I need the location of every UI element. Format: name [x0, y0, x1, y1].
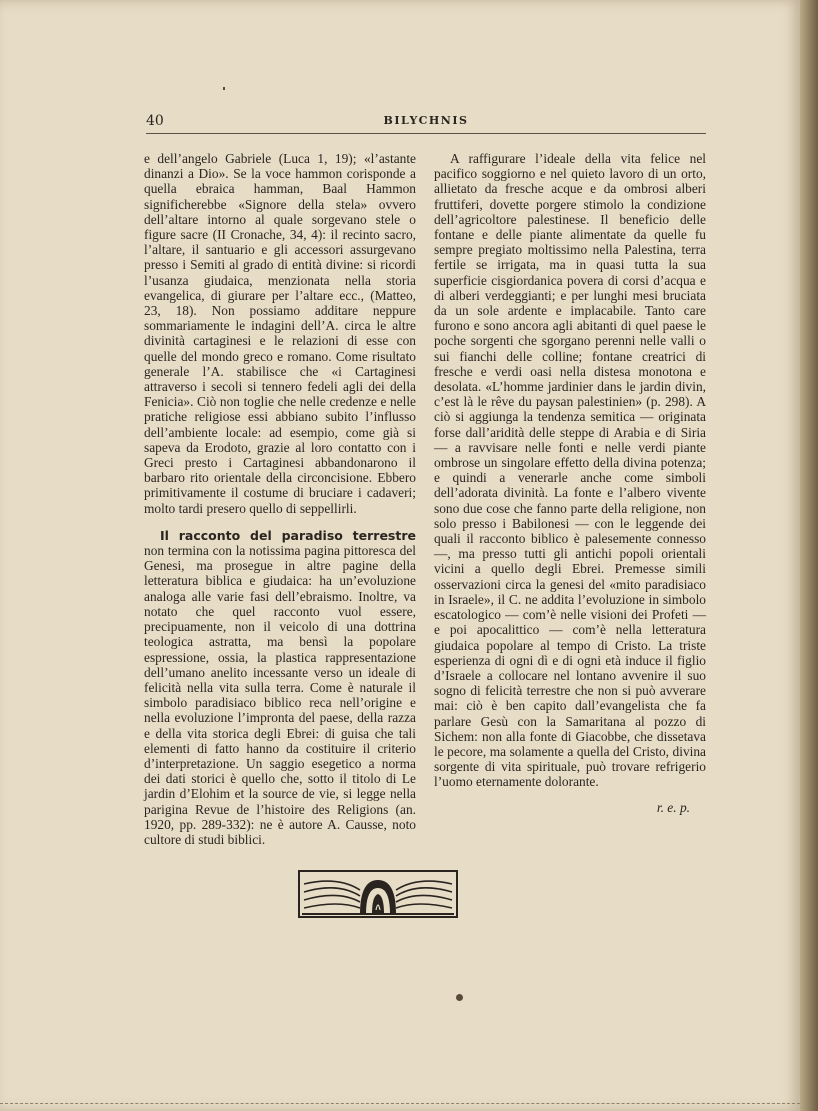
binding-spine	[800, 0, 818, 1111]
fountain-ornament-icon	[298, 870, 458, 918]
left-paragraph-1: e dell’angelo Gabriele (Luca 1, 19); «l’astante dinanzi a Dio». Se la voce hammon corisponde a quella ebraica hamman, Baal Hammon significherebbe «Signore della stela» ovvero dell’altare intorno al quale sorgevano stele o figure sacre (II Cronache, 34, 4): il recinto sacro, l’altare, il santuario e gli accessori assurgevano presso i Semiti al grado di entità divine: si ricordi l’usanza giudaica, menzionata nella storia evangelica, di giurare per l’altare ecc., (Matteo, 23, 18). Non possiamo additare neppure sommariamente le indagini dell’A. circa le altre divinità cartaginesi e le relazioni di esse con quelle del mondo greco e romano. Come risultato generale l’A. stabilisce che «i Cartaginesi attraverso i secoli si tennero fedeli agli dei della Fenicia». Ciò non toglie che nelle credenze e nelle pratiche religiose essi abbiano subito l’influsso dell’ambiente locale: ad esempio, come già si sapeva da Erodoto, grazie al loro contatto con i Greci presto i Cartaginesi abbandonarono il barbaro rito orientale della circoncisione. Ebbero primitivamente il costume di bruciare i cadaveri; molto tardi presero quello di seppellirli.	[144, 151, 416, 516]
page-header	[146, 113, 706, 133]
header-rule	[146, 133, 706, 134]
left-column	[144, 151, 416, 847]
left-paragraph-2	[144, 528, 416, 847]
running-title: BILYCHNIS	[383, 114, 469, 127]
page-number: 40	[146, 113, 164, 129]
author-signature: r. e. p.	[656, 799, 690, 815]
page-bottom-edge	[0, 1103, 800, 1104]
left-paragraph-2-text: non termina con la notissima pagina pittoresca del Genesi, ma prosegue in altre pagine della letteratura biblica e giudaica: ha un’evoluzione analoga alle varie fasi dell’ebraismo. Inoltre, va notato che quel racconto vuol essere, precipuamente, non il veicolo di una dottrina teologica astratta, ma bensì la popolare espressione, ossia, la plastica rappresentazione dell’umano anelito incessante verso un ideale di felicità nella vita sulla terra. Come è naturale il simbolo paradisiaco biblico reca nell’origine e nella evoluzione l’impronta del paese, della razza e della vita storica degli Ebrei: di guisa che tali elementi di fatto hanno da costituire il criterio d’interpretazione. Un saggio esegetico a norma dei dati storici è quello che, sotto il titolo di Le jardin d’Elohim et la source de vie, si legge nella parigina Revue de l’histoire des Religions (an. 1920, pp. 289-332): ne è autore A. Causse, noto cultore di studi biblici.	[144, 543, 416, 847]
ink-blot	[456, 994, 463, 1001]
ink-speck	[223, 87, 225, 90]
section-title: Il racconto del paradiso terrestre	[160, 527, 416, 543]
right-column	[434, 151, 706, 815]
right-paragraph-1: A raffigurare l’ideale della vita felice nel pacifico soggiorno e nel quieto lavoro di un orto, allietato da fresche acque e da ombrosi alberi fruttiferi, dovette porgere stimolo la condizione dell’agricoltore palestinese. Il beneficio delle fontane e delle piante alimentate da quelle fu sempre pregiato moltissimo nella Palestina, terra fertile se irrigata, ma in quasi tutta la sua superficie cisgiordanica povera di corsi d’acqua e di alberi verdeggianti; e per lunghi mesi bruciata da un sole ardente e implacabile. Tanto care furono e sono ancora agli abitanti di quel paese le poche sorgenti che sgorgano perenni nelle valli o sui fianchi delle colline; fontane creatrici di fresche e verdi oasi nella distesa monotona e desolata. «L’homme jardinier dans le jardin divin, c’est là le rêve du paysan palestinien» (p. 298). A ciò si aggiunga la tendenza semitica — originata forse dall’aridità delle steppe di Arabia e di Siria — a ravvisare nelle fonti e nelle verdi piante ombrose un singolare effetto della divina potenza; e quindi a venerarle anche come simboli dell’adorata divinità. La fonte e l’albero vivente sono due cose che fanno parte della religione, non solo presso i Babilonesi — con le leggende dei quali il racconto biblico è palesemente connesso —, ma presso tutti gli antichi popoli orientali vicini a quello degli Ebrei. Premesse simili osservazioni circa la genesi del «mito paradisiaco in Israele», il C. ne addita l’evoluzione in simbolo escatologico — com’è nelle visioni dei Profeti — e poi apocalittico — com’è nella letteratura giudaica popolare al tempo di Cristo. La triste esperienza di ogni dì e di ogni età induce il figlio d’Israele a collocare nel lontano avvenire il suo sogno di felicità terrestre che non si può avverare mai: ciò è ben capito dall’evangelista che fa parlare Gesù con la Samaritana al pozzo di Sichem: non alla fonte di Giacobbe, che dissetava le pecore, ma solamente a quella del Cristo, divina sorgente di vita spirituale, può trovare refrigerio l’uomo eternamente dolorante.	[434, 151, 706, 790]
